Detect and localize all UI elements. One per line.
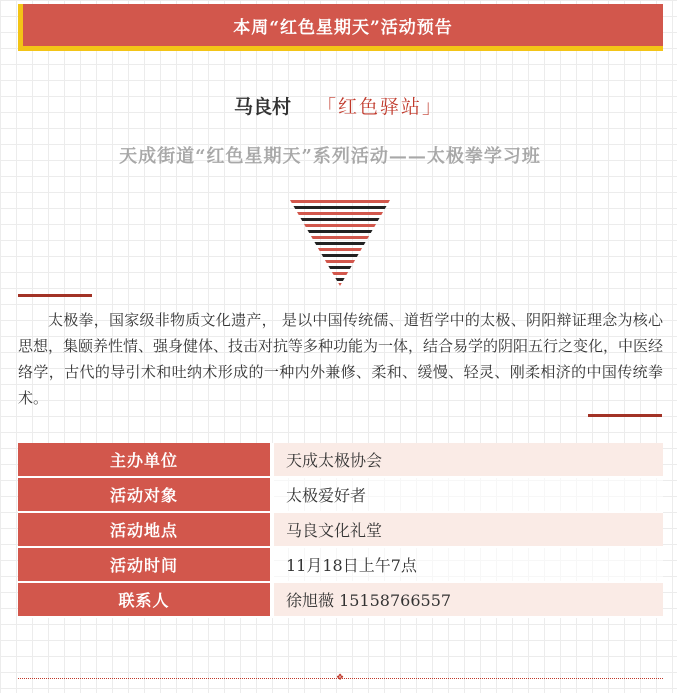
intro-paragraph: 太极拳，国家级非物质文化遗产， 是以中国传统儒、道哲学中的太极、阴阳辩证理念为核心思想，集颐养性情、强身健体、技击对抗等多种功能为一体，结合易学的阴阳五行之变化，中医经络学，古代的导引术和吐纳术形成的一种内外兼修、柔和、缓慢、轻灵、刚柔相济的中国传统拳术。 (18, 311, 664, 407)
table-row (18, 513, 663, 548)
table-row (18, 443, 663, 478)
table-row (18, 548, 663, 583)
footer-ornament-icon: ❖ (335, 673, 345, 683)
audience-label: 活动对象 (18, 478, 274, 513)
left-accent-rule (18, 294, 92, 297)
location-label: 活动地点 (18, 513, 274, 548)
location-value: 马良文化礼堂 (274, 513, 663, 548)
organizer-value: 天成太极协会 (274, 443, 663, 478)
striped-triangle-decoration (290, 200, 390, 286)
contact-label: 联系人 (18, 583, 274, 618)
title-banner (18, 4, 663, 51)
village-name: 马良村 (233, 96, 291, 118)
station-heading (0, 92, 677, 119)
right-accent-rule (588, 414, 662, 417)
time-label: 活动时间 (18, 548, 274, 583)
table-row (18, 478, 663, 513)
station-name: 「红色驿站」 (317, 96, 444, 118)
contact-value: 徐旭薇 15158766557 (274, 583, 663, 618)
event-info-table (18, 443, 663, 618)
audience-value: 太极爱好者 (274, 478, 663, 513)
activity-subtitle: 天成街道“红色星期天”系列活动——太极拳学习班 (119, 146, 541, 167)
time-value: 11月18日上午7点 (274, 548, 663, 583)
banner-title: 本周“红色星期天”活动预告 (233, 17, 453, 38)
organizer-label: 主办单位 (18, 443, 274, 478)
table-row (18, 583, 663, 618)
